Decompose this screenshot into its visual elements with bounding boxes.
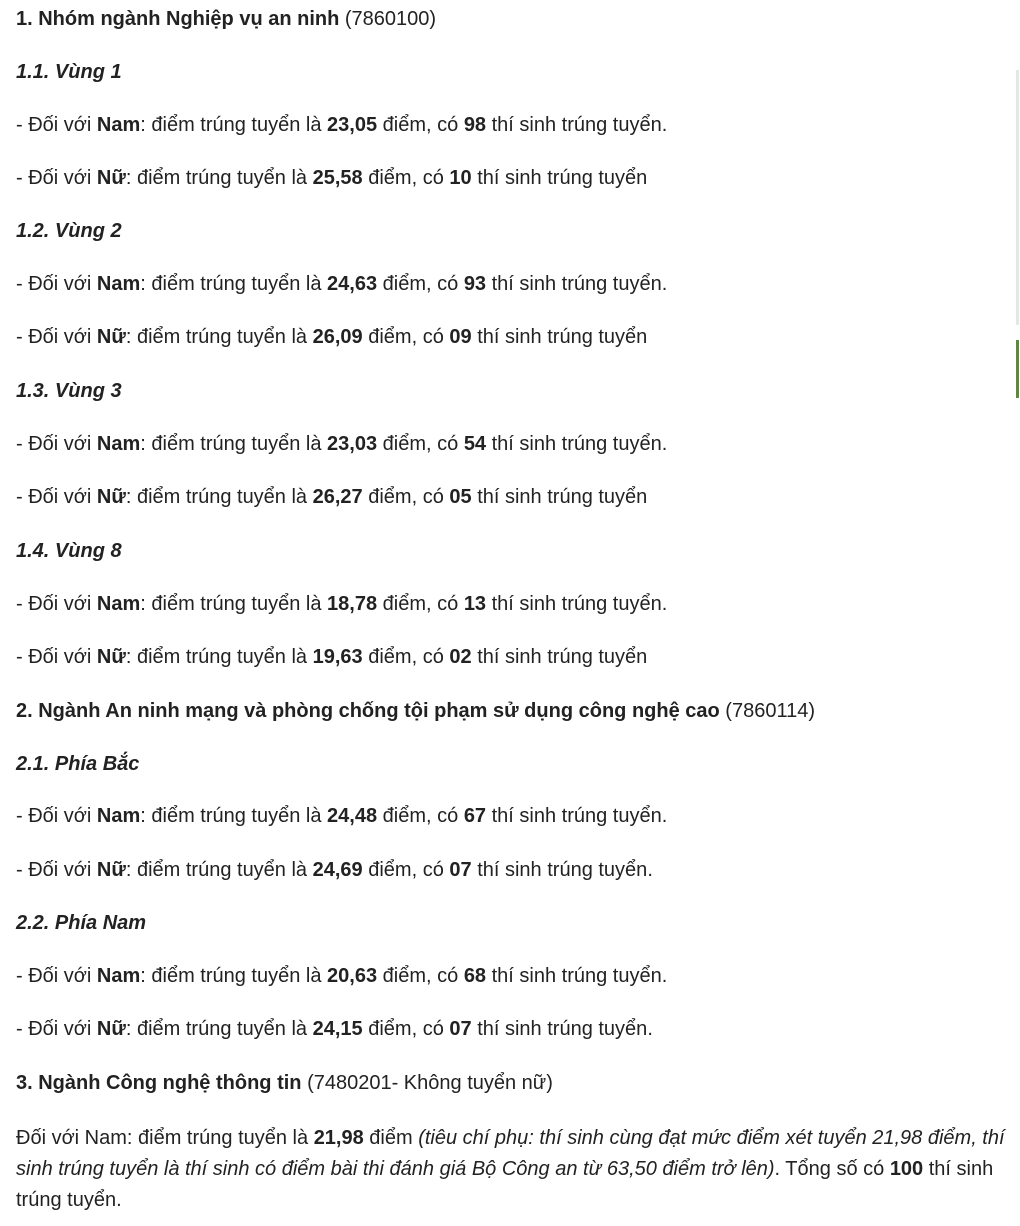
- page-edge-divider: [1016, 70, 1019, 325]
- subheading-vung-1: 1.1. Vùng 1: [16, 61, 122, 83]
- subheading-vung-2: 1.2. Vùng 2: [16, 220, 122, 242]
- subheading-phia-bac: 2.1. Phía Bắc: [16, 753, 140, 775]
- result-line: - Đối với Nữ: điểm trúng tuyển là 26,27 điểm, có 05 thí sinh trúng tuyển: [16, 486, 648, 508]
- it-result-paragraph: Đối với Nam: điểm trúng tuyển là 21,98 điểm (tiêu chí phụ: thí sinh cùng đạt mức điểm xét tuyển 21,98 điểm, thí sinh trúng tuyển là thí sinh có điểm bài thi đánh giá Bộ Công an từ 63,50 điểm trở lên). Tổng số có 100 thí sinh trúng tuyển.: [16, 1127, 1005, 1211]
- result-line: - Đối với Nam: điểm trúng tuyển là 24,63 điểm, có 93 thí sinh trúng tuyển.: [16, 273, 668, 295]
- subheading-vung-8: 1.4. Vùng 8: [16, 540, 122, 562]
- result-line: - Đối với Nam: điểm trúng tuyển là 23,05 điểm, có 98 thí sinh trúng tuyển.: [16, 114, 668, 136]
- subheading-vung-3: 1.3. Vùng 3: [16, 380, 122, 402]
- result-line: - Đối với Nam: điểm trúng tuyển là 23,03 điểm, có 54 thí sinh trúng tuyển.: [16, 433, 668, 455]
- result-line: - Đối với Nữ: điểm trúng tuyển là 25,58 điểm, có 10 thí sinh trúng tuyển: [16, 167, 648, 189]
- result-line: - Đối với Nam: điểm trúng tuyển là 24,48 điểm, có 67 thí sinh trúng tuyển.: [16, 805, 668, 827]
- result-line: - Đối với Nam: điểm trúng tuyển là 20,63 điểm, có 68 thí sinh trúng tuyển.: [16, 965, 668, 987]
- result-line: - Đối với Nam: điểm trúng tuyển là 18,78 điểm, có 13 thí sinh trúng tuyển.: [16, 593, 668, 615]
- result-line: - Đối với Nữ: điểm trúng tuyển là 19,63 điểm, có 02 thí sinh trúng tuyển: [16, 646, 648, 668]
- result-line: - Đối với Nữ: điểm trúng tuyển là 26,09 điểm, có 09 thí sinh trúng tuyển: [16, 326, 648, 348]
- result-line: - Đối với Nữ: điểm trúng tuyển là 24,69 điểm, có 07 thí sinh trúng tuyển.: [16, 859, 653, 881]
- section-3-heading: 3. Ngành Công nghệ thông tin (7480201- Không tuyển nữ): [16, 1072, 553, 1094]
- section-2-heading: 2. Ngành An ninh mạng và phòng chống tội phạm sử dụng công nghệ cao (7860114): [16, 700, 815, 722]
- subheading-phia-nam: 2.2. Phía Nam: [16, 912, 147, 934]
- page-edge-accent: [1016, 340, 1019, 398]
- result-line: - Đối với Nữ: điểm trúng tuyển là 24,15 điểm, có 07 thí sinh trúng tuyển.: [16, 1018, 653, 1040]
- section-1-heading: 1. Nhóm ngành Nghiệp vụ an ninh (7860100): [16, 8, 437, 30]
